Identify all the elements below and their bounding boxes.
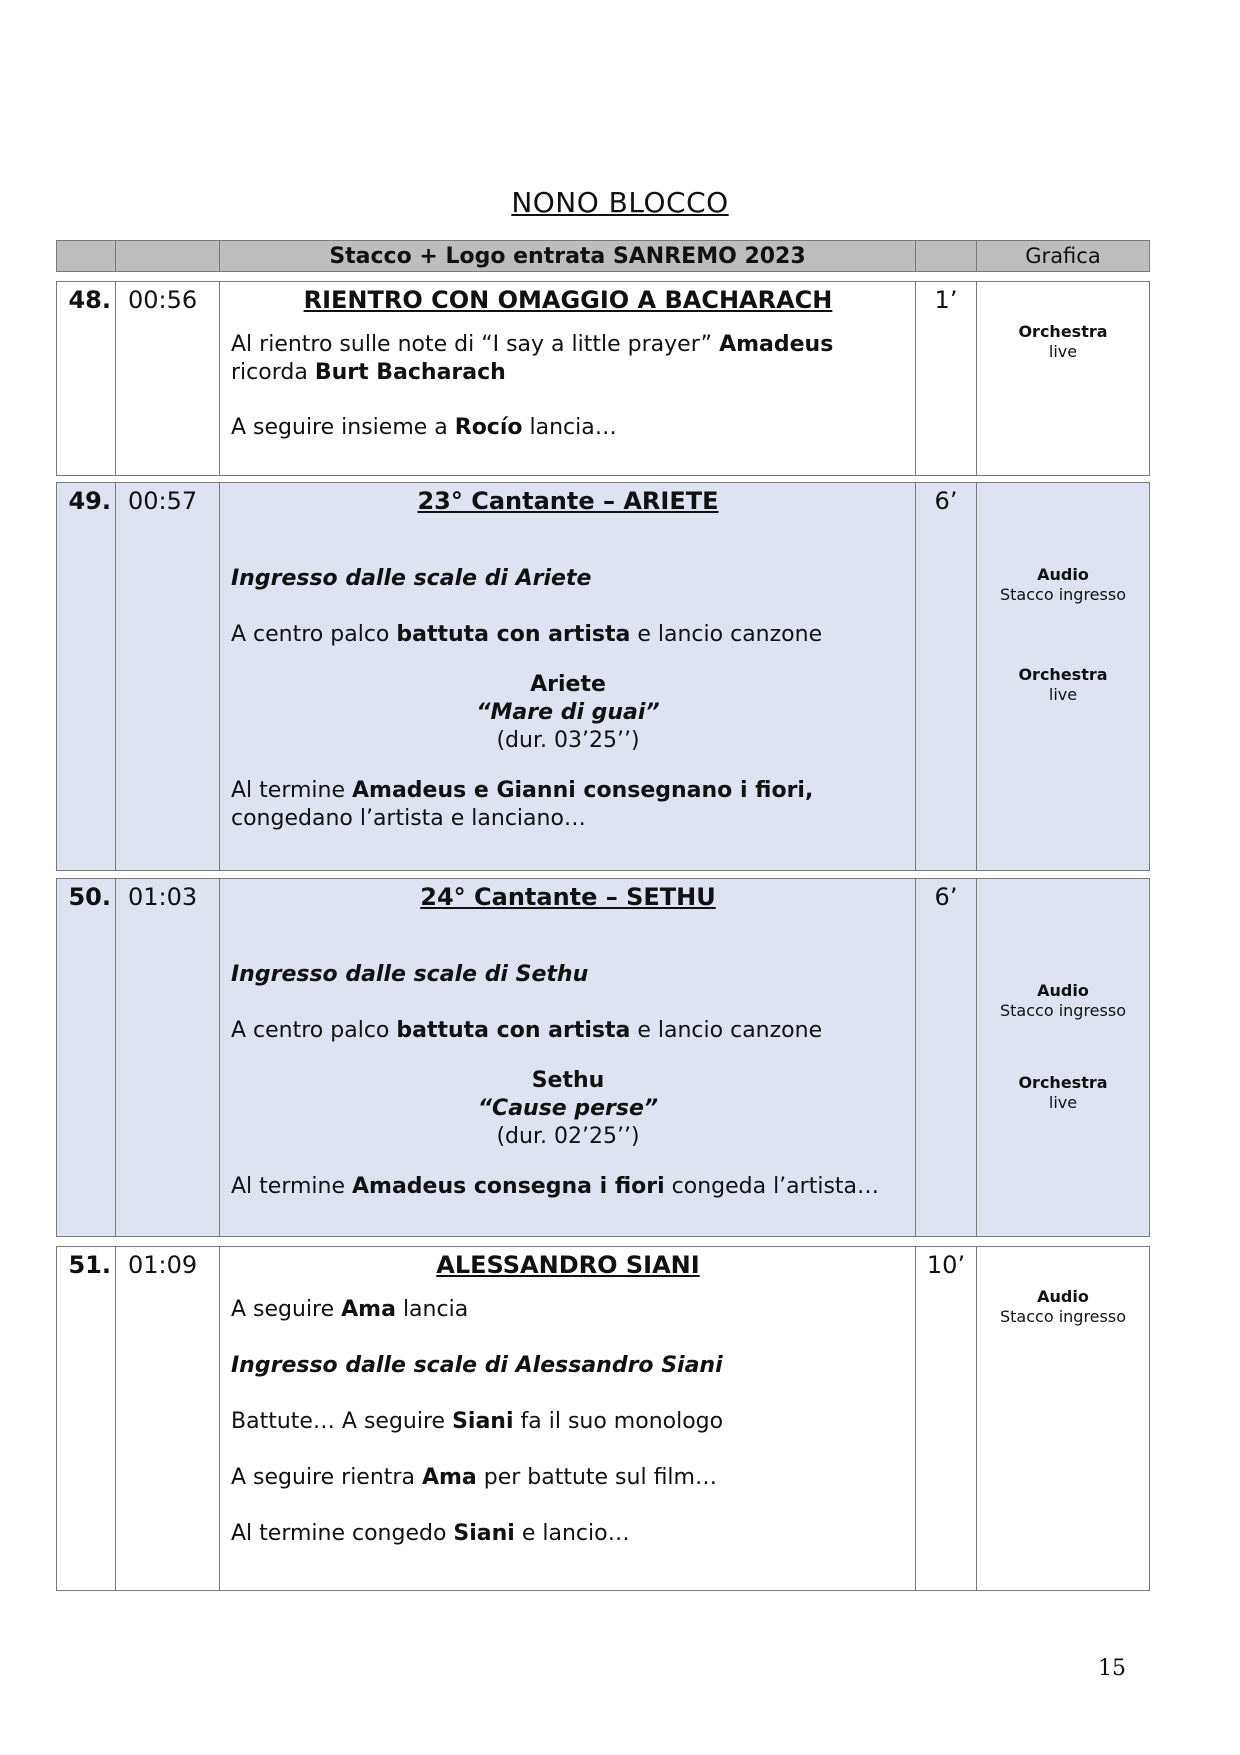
grafica-sub: live bbox=[1048, 1093, 1078, 1112]
header-table bbox=[56, 240, 1150, 272]
grafica-sub: live bbox=[1048, 342, 1078, 361]
header-grafica-label: Grafica bbox=[1025, 243, 1101, 268]
grafica-label: Audio bbox=[1037, 1287, 1089, 1306]
row-grafica bbox=[977, 879, 1150, 1237]
artist-name: Sethu bbox=[531, 1068, 605, 1093]
row-entrance: Ingresso dalle scale di Alessandro Siani bbox=[231, 1353, 723, 1378]
row-content bbox=[220, 282, 916, 476]
header-main-label: Stacco + Logo entrata SANREMO 2023 bbox=[329, 243, 806, 269]
row-title: RIENTRO CON OMAGGIO A BACHARACH bbox=[303, 286, 833, 314]
header-row bbox=[57, 241, 1150, 272]
grafica-sub: live bbox=[1048, 685, 1078, 704]
artist-name: Ariete bbox=[530, 672, 606, 697]
row-time: 00:56 bbox=[116, 282, 220, 476]
grafica-label: Audio bbox=[1037, 565, 1089, 584]
row-time: 00:57 bbox=[116, 483, 220, 871]
row-text: Al termine congedo Siani e lancio… bbox=[231, 1521, 630, 1546]
row-content bbox=[220, 1247, 916, 1591]
grafica-label: Audio bbox=[1037, 981, 1089, 1000]
page-number: 15 bbox=[1098, 1656, 1126, 1681]
row-50-table bbox=[56, 878, 1150, 1237]
row-text: A centro palco battuta con artista e lancio canzone bbox=[231, 622, 823, 647]
row-text: Al rientro sulle note di “I say a little prayer” Amadeus ricorda Burt Bacharach bbox=[231, 332, 834, 385]
block-title: NONO BLOCCO bbox=[511, 186, 729, 219]
song-title: “Mare di guai” bbox=[476, 700, 660, 725]
table-row bbox=[57, 282, 1150, 476]
header-cell-dur bbox=[916, 241, 977, 272]
row-text: Al termine Amadeus e Gianni consegnano i fiori, congedano l’artista e lanciano… bbox=[231, 778, 814, 831]
row-text: A seguire insieme a Rocío lancia… bbox=[231, 415, 617, 440]
row-time: 01:03 bbox=[116, 879, 220, 1237]
row-content bbox=[220, 879, 916, 1237]
header-cell-main bbox=[220, 241, 916, 272]
header-cell-grafica bbox=[977, 241, 1150, 272]
table-row bbox=[57, 1247, 1150, 1591]
row-grafica bbox=[977, 1247, 1150, 1591]
row-text: Battute… A seguire Siani fa il suo monologo bbox=[231, 1409, 724, 1434]
table-row bbox=[57, 879, 1150, 1237]
row-content bbox=[220, 483, 916, 871]
row-number: 50. bbox=[57, 879, 116, 1237]
row-entrance: Ingresso dalle scale di Ariete bbox=[231, 566, 592, 591]
row-entrance: Ingresso dalle scale di Sethu bbox=[231, 962, 589, 987]
row-number: 48. bbox=[57, 282, 116, 476]
row-number: 51. bbox=[57, 1247, 116, 1591]
grafica-label: Orchestra bbox=[1018, 1073, 1108, 1092]
row-number: 49. bbox=[57, 483, 116, 871]
header-cell-time bbox=[116, 241, 220, 272]
row-51-table bbox=[56, 1246, 1150, 1591]
row-duration: 6’ bbox=[916, 483, 977, 871]
row-title: ALESSANDRO SIANI bbox=[436, 1251, 700, 1279]
row-title: 23° Cantante – ARIETE bbox=[417, 487, 719, 515]
row-text: A seguire rientra Ama per battute sul film… bbox=[231, 1465, 717, 1490]
row-title: 24° Cantante – SETHU bbox=[420, 883, 716, 911]
song-duration: (dur. 02’25’’) bbox=[496, 1124, 640, 1149]
row-duration: 1’ bbox=[916, 282, 977, 476]
song-title: “Cause perse” bbox=[477, 1096, 659, 1121]
grafica-sub: Stacco ingresso bbox=[1000, 585, 1126, 604]
row-48-table bbox=[56, 281, 1150, 476]
header-cell-num bbox=[57, 241, 116, 272]
row-duration: 6’ bbox=[916, 879, 977, 1237]
row-time: 01:09 bbox=[116, 1247, 220, 1591]
grafica-sub: Stacco ingresso bbox=[1000, 1307, 1126, 1326]
row-49-table bbox=[56, 482, 1150, 871]
row-grafica bbox=[977, 282, 1150, 476]
row-text: A centro palco battuta con artista e lancio canzone bbox=[231, 1018, 823, 1043]
table-row bbox=[57, 483, 1150, 871]
row-text: A seguire Ama lancia bbox=[231, 1297, 469, 1322]
grafica-sub: Stacco ingresso bbox=[1000, 1001, 1126, 1020]
grafica-label: Orchestra bbox=[1018, 322, 1108, 341]
row-text: Al termine Amadeus consegna i fiori congeda l’artista… bbox=[231, 1174, 880, 1199]
row-duration: 10’ bbox=[916, 1247, 977, 1591]
row-grafica bbox=[977, 483, 1150, 871]
grafica-label: Orchestra bbox=[1018, 665, 1108, 684]
song-duration: (dur. 03’25’’) bbox=[496, 728, 640, 753]
